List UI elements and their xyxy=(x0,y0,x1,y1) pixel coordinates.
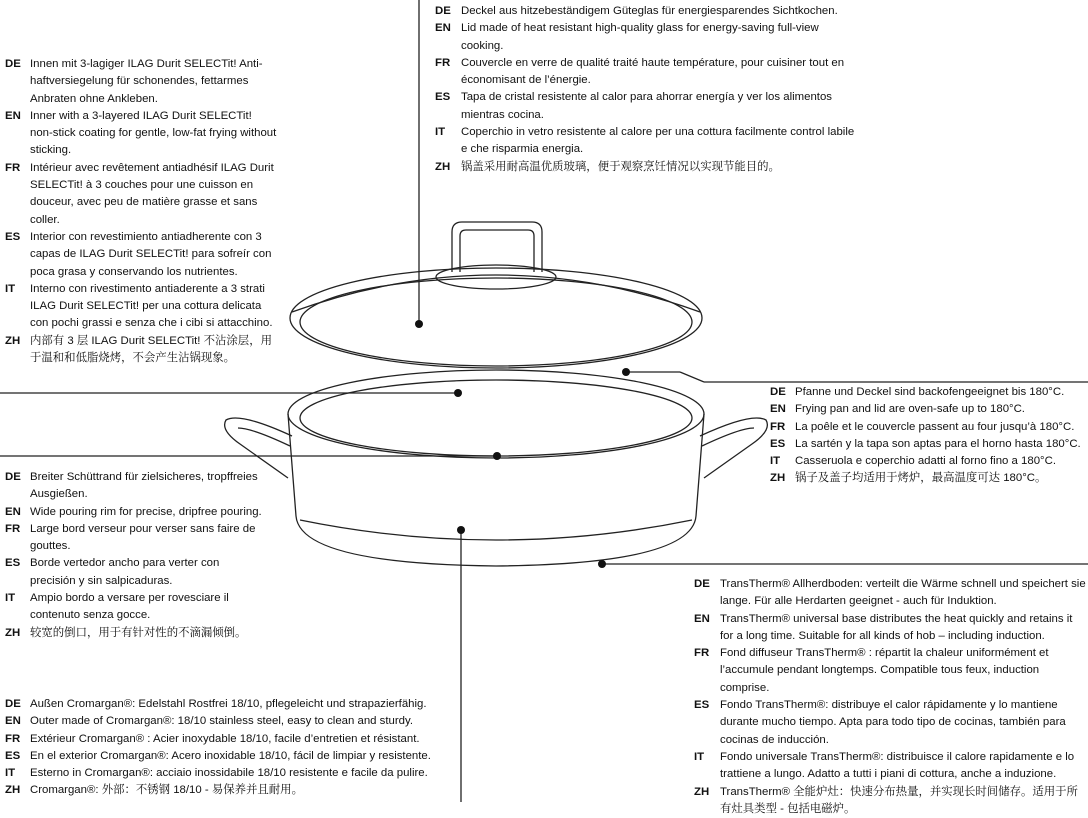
rim-text: Breiter Schüttrand für zielsicheres, tropffreies Ausgießen. xyxy=(30,471,258,501)
oven-text: 锅子及盖子均适用于烤炉，最高温度可达 180°C。 xyxy=(795,472,1047,485)
outer-row-es xyxy=(5,748,450,765)
inner-text: Intérieur avec revêtement antiadhésif ILAG Durit SELECTit! à 3 couches pour une cuisson en douceur, avec peu de matière grasse et sans coller. xyxy=(30,161,274,226)
lang-code: ES xyxy=(770,437,786,450)
inner-text: Inner with a 3-layered ILAG Durit SELECTit! non-stick coating for gentle, low-fat frying without sticking. xyxy=(30,109,277,157)
outer-text: Außen Cromargan®: Edelstahl Rostfrei 18/10, pflegeleicht und strapazierfähig. xyxy=(30,698,427,710)
lang-code: DE xyxy=(770,386,786,398)
dot-rim xyxy=(493,452,501,460)
inner-row-es xyxy=(5,229,277,281)
oven-safe-description xyxy=(770,384,1082,488)
inner-row-fr xyxy=(5,160,277,229)
base-row-it xyxy=(694,749,1086,784)
lang-code: FR xyxy=(5,522,21,535)
lang-code: FR xyxy=(435,56,451,69)
inner-coating-description xyxy=(5,56,277,367)
right-handle xyxy=(700,418,767,478)
lang-code: ES xyxy=(435,91,451,104)
lang-code: EN xyxy=(770,403,786,416)
lid-text: Coperchio in vetro resistente al calore per una cottura facilmente control labile e che risparmia energia. xyxy=(461,126,855,156)
pouring-rim-description xyxy=(5,469,267,642)
lang-code: ZH xyxy=(435,160,451,173)
lang-code: ZH xyxy=(5,334,21,347)
pan-base-line xyxy=(300,520,692,540)
outer-text: Outer made of Cromargan®: 18/10 stainless steel, easy to clean and sturdy. xyxy=(30,715,414,728)
outer-row-zh xyxy=(5,782,450,799)
lid-text: Lid made of heat resistant high-quality glass for energy-saving full-view cooking. xyxy=(461,22,819,52)
lang-code: IT xyxy=(5,767,16,780)
oven-row-zh xyxy=(770,470,1082,487)
lang-code: DE xyxy=(694,578,710,590)
oven-row-es xyxy=(770,436,1082,453)
lang-code: ES xyxy=(5,557,21,570)
outer-row-de xyxy=(5,696,450,713)
rim-row-es xyxy=(5,555,267,590)
rim-row-fr xyxy=(5,521,267,556)
pan-rim-outer xyxy=(288,370,704,458)
dot-oven xyxy=(622,368,630,376)
dot-base xyxy=(598,560,606,568)
lang-code: EN xyxy=(5,109,21,122)
lang-code: EN xyxy=(5,505,21,518)
rim-row-en xyxy=(5,504,267,521)
base-text: Fond diffuseur TransTherm® : répartit la chaleur uniformément et l’accumule pendant longtemps. Compatible tous feux, induction comprise. xyxy=(720,647,1049,694)
lid-row-zh xyxy=(435,159,855,176)
lang-code: EN xyxy=(5,715,21,728)
lang-code: ZH xyxy=(5,626,21,639)
oven-text: Frying pan and lid are oven-safe up to 180°C. xyxy=(795,403,1025,416)
lang-code: IT xyxy=(435,126,446,139)
lang-code: DE xyxy=(435,5,451,17)
outer-text: En el exterior Cromargan®: Acero inoxidable 18/10, fácil de limpiar y resistente. xyxy=(30,749,431,762)
rim-text: 较宽的倒口，用于有针对性的不滴漏倾倒。 xyxy=(30,626,247,639)
base-text: TransTherm® universal base distributes the heat quickly and retains it for a long time. Suitable for all kinds of hob – including induction. xyxy=(720,612,1073,642)
lang-code: ZH xyxy=(694,785,710,798)
leader-oven-2 xyxy=(680,372,704,382)
oven-text: Pfanne und Deckel sind backofengeeignet bis 180°C. xyxy=(795,386,1065,398)
base-row-de xyxy=(694,576,1086,611)
outer-text: Extérieur Cromargan® : Acier inoxydable 18/10, facile d’entretien et résistant. xyxy=(30,732,420,745)
inner-row-de xyxy=(5,56,277,108)
lang-code: FR xyxy=(770,420,786,433)
pan-rim-inner xyxy=(300,380,692,456)
base-text: TransTherm® Allherdboden: verteilt die Wärme schnell und speichert sie lange. Für alle Herdarten geeignet - auch für Induktion. xyxy=(720,578,1086,608)
lang-code: ZH xyxy=(770,472,786,485)
base-text: TransTherm® 全能炉灶：快速分布热量，并实现长时间储存。适用于所有灶具类型 - 包括电磁炉。 xyxy=(720,785,1078,815)
lang-code: FR xyxy=(694,647,710,660)
lid-text: Deckel aus hitzebeständigem Güteglas für energiesparendes Sichtkochen. xyxy=(461,5,838,17)
lang-code: IT xyxy=(5,282,16,295)
oven-text: Casseruola e coperchio adatti al forno fino a 180°C. xyxy=(795,455,1057,468)
lid-text: Tapa de cristal resistente al calor para ahorrar energía y ver los alimentos mientras cocina. xyxy=(461,91,833,121)
inner-row-zh xyxy=(5,333,277,368)
base-text: Fondo TransTherm®: distribuye el calor rápidamente y lo mantiene durante mucho tiempo. Apta para todo tipo de cocinas, también para cocinas de inducción. xyxy=(720,699,1066,746)
lid-row-fr xyxy=(435,55,855,90)
lang-code: ZH xyxy=(5,784,21,797)
base-row-zh xyxy=(694,784,1086,818)
outer-material-description xyxy=(5,696,450,800)
lid-text: Couvercle en verre de qualité traité haute température, pour cuisiner tout en économisant de l’énergie. xyxy=(461,56,845,87)
base-row-en xyxy=(694,611,1086,646)
lang-code: DE xyxy=(5,58,21,70)
lang-code: DE xyxy=(5,698,21,710)
inner-text: 内部有 3 层 ILAG Durit SELECTit! 不沾涂层，用于温和和低脂烧烤，不会产生沾锅现象。 xyxy=(30,334,272,365)
right-handle-inner xyxy=(702,428,754,446)
rim-row-de xyxy=(5,469,267,504)
lang-code: ES xyxy=(694,699,710,712)
lang-code: IT xyxy=(694,750,705,763)
dot-lid xyxy=(415,320,423,328)
lang-code: FR xyxy=(5,161,21,174)
inner-text: Interior con revestimiento antiadherente con 3 capas de ILAG Durit SELECTit! para sofreír con poca grasa y conservando los nutrientes. xyxy=(30,230,272,278)
rim-row-zh xyxy=(5,625,267,642)
rim-text: Wide pouring rim for precise, dripfree pouring. xyxy=(30,505,262,518)
pan-body xyxy=(288,414,704,566)
lang-code: DE xyxy=(5,471,21,483)
oven-row-it xyxy=(770,453,1082,470)
base-text: Fondo universale TransTherm®: distribuisce il calore rapidamente e lo trattiene a lungo. Adatto a tutti i piani di cottura, anche a induzione. xyxy=(720,750,1075,781)
lid-dome xyxy=(292,275,700,312)
lang-code: IT xyxy=(770,455,781,468)
outer-row-en xyxy=(5,713,450,730)
outer-row-fr xyxy=(5,731,450,748)
rim-text: Borde vertedor ancho para verter con precisión y sin salpicaduras. xyxy=(30,557,220,587)
inner-text: Interno con rivestimento antiaderente a 3 strati ILAG Durit SELECTit! per una cottura delicata con pochi grassi e senza che i cibi si attacchino. xyxy=(30,282,273,330)
dot-inner xyxy=(454,389,462,397)
outer-text: Esterno in Cromargan®: acciaio inossidabile 18/10 resistente e facile da pulire. xyxy=(30,767,428,780)
lang-code: EN xyxy=(435,22,451,35)
lid-row-es xyxy=(435,89,855,124)
base-row-fr xyxy=(694,645,1086,697)
inner-text: Innen mit 3-lagiger ILAG Durit SELECTit! Anti-haftversiegelung für schonendes, fettarmes Anbraten ohne Ankleben. xyxy=(30,58,263,105)
lang-code: ES xyxy=(5,749,21,762)
lid-row-en xyxy=(435,20,855,55)
lid-rim-outer xyxy=(290,268,702,368)
lang-code: ES xyxy=(5,230,21,243)
oven-text: La sartén y la tapa son aptas para el horno hasta 180°C. xyxy=(795,437,1081,450)
lid-description xyxy=(435,3,855,176)
oven-row-en xyxy=(770,401,1082,418)
oven-row-fr xyxy=(770,419,1082,436)
universal-base-description xyxy=(694,576,1086,818)
lang-code: FR xyxy=(5,732,21,745)
rim-text: Large bord verseur pour verser sans faire de gouttes. xyxy=(30,522,256,553)
dot-outer xyxy=(457,526,465,534)
left-handle-inner xyxy=(238,428,290,446)
oven-row-de xyxy=(770,384,1082,401)
inner-row-en xyxy=(5,108,277,160)
base-row-es xyxy=(694,697,1086,749)
rim-row-it xyxy=(5,590,267,625)
inner-row-it xyxy=(5,281,277,333)
outer-row-it xyxy=(5,765,450,782)
lang-code: EN xyxy=(694,612,710,625)
lid-row-de xyxy=(435,3,855,20)
lid-text: 锅盖采用耐高温优质玻璃，便于观察烹饪情况以实现节能目的。 xyxy=(461,160,780,173)
outer-text: Cromargan®: 外部：不锈钢 18/10 - 易保养并且耐用。 xyxy=(30,784,303,797)
lid-row-it xyxy=(435,124,855,159)
lang-code: IT xyxy=(5,592,16,605)
oven-text: La poêle et le couvercle passent au four jusqu’à 180°C. xyxy=(795,420,1075,433)
rim-text: Ampio bordo a versare per rovesciare il contenuto senza gocce. xyxy=(30,592,229,622)
